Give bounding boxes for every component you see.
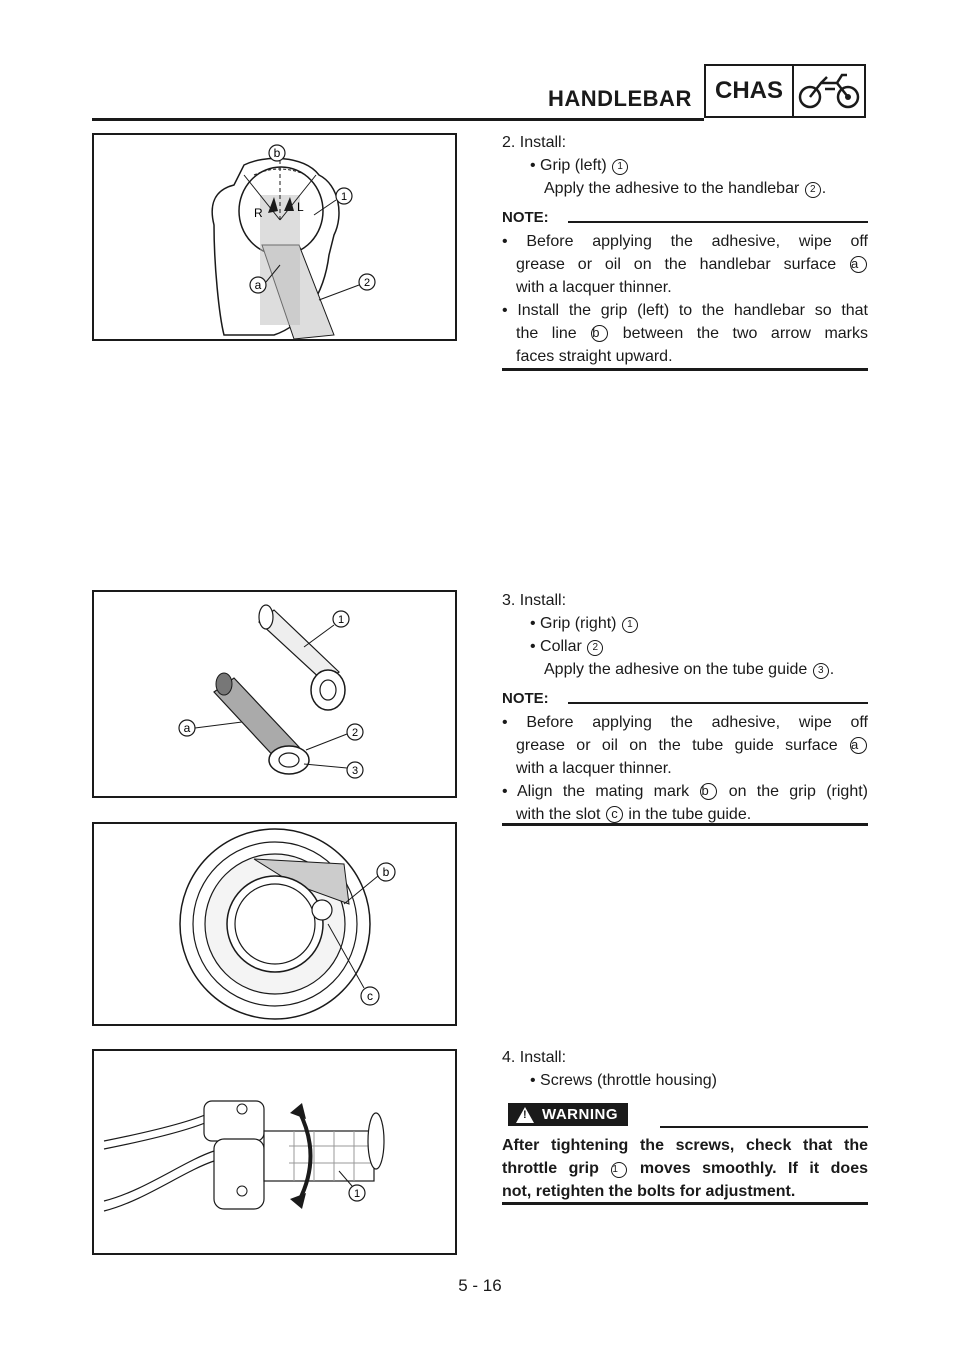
- note-end-rule: [502, 823, 868, 826]
- warning-label: WARNING: [542, 1106, 618, 1123]
- callout-a: a: [183, 721, 191, 735]
- page-title: HANDLEBAR: [548, 86, 692, 111]
- note-line: • Before applying the adhesive, wipe off: [502, 714, 869, 731]
- warning-badge: [508, 1103, 628, 1126]
- callout-b: b: [273, 146, 281, 160]
- note-line: [516, 322, 868, 345]
- step2-bullet: • Grip (left) 1: [530, 154, 629, 177]
- section-badge: [704, 64, 866, 118]
- page-number: 5 - 16: [458, 1276, 502, 1295]
- note-text: Before applying the adhesive, wipe off: [526, 714, 869, 731]
- callout-3: 3: [351, 765, 359, 777]
- note-end-rule: [502, 368, 868, 371]
- note-text: the line: [516, 325, 577, 342]
- note-label: NOTE:: [502, 690, 549, 707]
- callout-c: c: [367, 989, 373, 1003]
- note-line: faces straight upward.: [516, 348, 673, 365]
- warning-line: [502, 1157, 868, 1180]
- figure-tube-guide-slot: [92, 822, 457, 1026]
- note-line: • Align the mating mark b on the grip (right): [502, 783, 868, 800]
- note-text: with the slot: [516, 806, 601, 823]
- step3-instr-text: Apply the adhesive on the tube guide: [544, 661, 808, 678]
- note-line: [516, 253, 868, 276]
- step2-instruction: [544, 177, 826, 200]
- note-text: in the tube guide.: [628, 806, 752, 823]
- warning-line: not, retighten the bolts for adjustment.: [502, 1183, 796, 1200]
- ref-1: 1: [612, 159, 628, 175]
- note-line: • Before applying the adhesive, wipe off: [502, 233, 869, 250]
- step3-instruction: [544, 658, 834, 681]
- callout-1: 1: [337, 614, 345, 626]
- warning-text: throttle grip: [502, 1160, 599, 1177]
- ref-3: 3: [813, 663, 829, 679]
- step2-instr-end: .: [821, 180, 827, 197]
- ref-b: b: [700, 783, 717, 800]
- step3-instr-end: .: [829, 661, 835, 678]
- step2-heading: 2. Install:: [502, 134, 567, 151]
- note-label: NOTE:: [502, 209, 549, 226]
- warning-icon: !: [516, 1107, 534, 1123]
- ref-2: 2: [587, 640, 603, 656]
- note-rule: [568, 221, 868, 223]
- ref-b: b: [591, 325, 608, 342]
- step3-bullet-text: Collar: [540, 638, 582, 655]
- note-text: grease or oil on the tube guide surface: [516, 737, 838, 754]
- warning-rule: [660, 1126, 868, 1128]
- note-text: between the two arrow marks: [622, 325, 869, 342]
- ref-a: a: [850, 737, 867, 754]
- note-text: on the grip (right): [728, 783, 868, 800]
- step4-bullet-text: Screws (throttle housing): [540, 1072, 718, 1089]
- motorcycle-icon: [794, 66, 864, 116]
- note-rule: [568, 702, 868, 704]
- note-line: [516, 734, 868, 757]
- note-line: • Install the grip (left) to the handlebar so that: [502, 302, 869, 319]
- note-line: with a lacquer thinner.: [516, 279, 672, 296]
- header-rule: [92, 118, 704, 121]
- step4-heading: 4. Install:: [502, 1049, 567, 1066]
- step3-bullet-2: • Collar 2: [530, 635, 604, 658]
- warning-end-rule: [502, 1202, 868, 1205]
- ref-c: c: [606, 806, 623, 823]
- figure-grip-right: [92, 590, 457, 798]
- step2-instr-text: Apply the adhesive to the handlebar: [544, 180, 800, 197]
- warning-line: After tightening the screws, check that the: [502, 1137, 868, 1154]
- note-text: Before applying the adhesive, wipe off: [526, 233, 869, 250]
- callout-1: 1: [340, 191, 348, 203]
- note-text: Install the grip (left) to the handlebar so that: [517, 302, 869, 319]
- callout-2: 2: [351, 727, 359, 739]
- mark-l: L: [297, 200, 304, 214]
- step3-heading: 3. Install:: [502, 592, 567, 609]
- step3-bullet-text: Grip (right): [540, 615, 617, 632]
- note-text: Align the mating mark: [516, 783, 690, 800]
- callout-a: a: [254, 278, 262, 292]
- callout-2: 2: [363, 277, 371, 289]
- ref-1: 1: [622, 617, 638, 633]
- ref-2: 2: [805, 182, 821, 198]
- section-code: CHAS: [706, 66, 794, 116]
- callout-b: b: [382, 865, 390, 879]
- ref-a: a: [850, 256, 867, 273]
- figure-throttle-housing: [92, 1049, 457, 1255]
- ref-1: 1: [611, 1162, 627, 1178]
- step4-bullet: • Screws (throttle housing): [530, 1072, 718, 1089]
- callout-1: 1: [353, 1188, 361, 1200]
- figure-grip-left: [92, 133, 457, 341]
- step2-bullet-text: Grip (left): [540, 157, 607, 174]
- note-line: with a lacquer thinner.: [516, 760, 672, 777]
- warning-text: moves smoothly. If it does: [639, 1160, 868, 1177]
- step3-bullet-1: • Grip (right) 1: [530, 612, 639, 635]
- mark-r: R: [254, 206, 263, 220]
- note-text: grease or oil on the handlebar surface: [516, 256, 837, 273]
